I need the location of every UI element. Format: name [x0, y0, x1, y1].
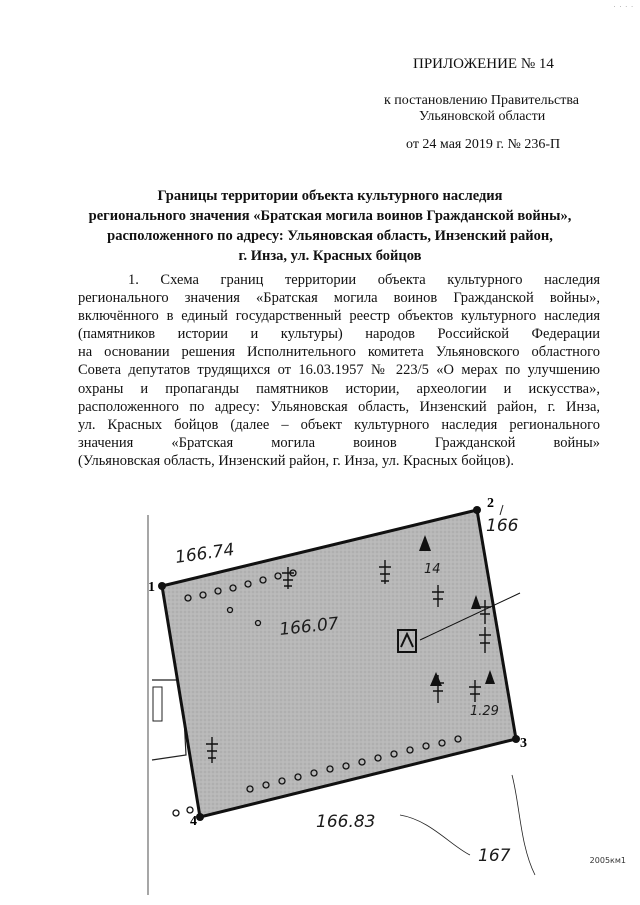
boundary-scheme-map	[0, 475, 640, 905]
title-line: г. Инза, ул. Красных бойцов	[238, 248, 422, 264]
elevation-mark: 166.74	[173, 539, 236, 568]
appendix-number: ПРИЛОЖЕНИЕ № 14	[413, 56, 554, 72]
paragraph-line: Совета депутатов трудящихся от 16.03.1957 № 223/5 «О мерах по улучшению	[78, 362, 600, 379]
title-line: регионального значения «Братская могила воинов Гражданской войны»,	[88, 208, 572, 224]
paragraph-line: включённого в единый государственный реестр объектов культурного наследия	[78, 308, 600, 325]
paragraph-line: регионального значения «Братская могила воинов Гражданской войны»,	[78, 290, 600, 307]
elevation-mark: 166.07	[278, 613, 340, 640]
small-mark: 14	[424, 562, 441, 577]
document-title	[60, 186, 600, 266]
elevation-mark: 166	[486, 516, 519, 536]
point-label-3: 3	[520, 736, 527, 751]
small-mark: 1.29	[470, 704, 499, 719]
point-label-4: 4	[190, 814, 197, 829]
paragraph-line: 1. Схема границ территории объекта культурного наследия	[128, 272, 600, 288]
title-line: Границы территории объекта культурного наследия	[157, 188, 503, 204]
paragraph-line: ул. Красных бойцов (далее – объект культурного наследия регионального	[78, 416, 600, 433]
paragraph-line: значения «Братская могила воинов Гражданской войны»	[78, 434, 600, 451]
paragraph-line: расположенного по адресу: Ульяновская область, Инзенский район, г. Инза,	[78, 398, 600, 415]
scan-artifact: · · · ·	[613, 4, 634, 11]
point-label-2: 2	[487, 496, 494, 511]
point-label-1: 1	[148, 580, 155, 595]
title-line: расположенного по адресу: Ульяновская область, Инзенский район,	[107, 228, 553, 244]
resolution-reference-line2: Ульяновской области	[419, 109, 546, 124]
print-stamp: 2005км1	[589, 856, 626, 865]
resolution-reference-line1: к постановлению Правительства	[384, 93, 580, 108]
resolution-date: от 24 мая 2019 г. № 236-П	[406, 137, 561, 152]
paragraph-line: на основании решения Исполнительного комитета Ульяновского областного	[78, 344, 600, 361]
elevation-mark: 166.83	[316, 812, 376, 832]
description-paragraph	[78, 271, 600, 470]
elevation-mark: 167	[478, 846, 511, 866]
paragraph-line: (памятников истории и культуры) народов Российской Федерации	[78, 326, 600, 343]
paragraph-line: (Ульяновская область, Инзенский район, г. Инза, ул. Красных бойцов).	[78, 452, 514, 469]
paragraph-line: охраны и пропаганды памятников истории, археологии и искусства»,	[78, 380, 600, 397]
